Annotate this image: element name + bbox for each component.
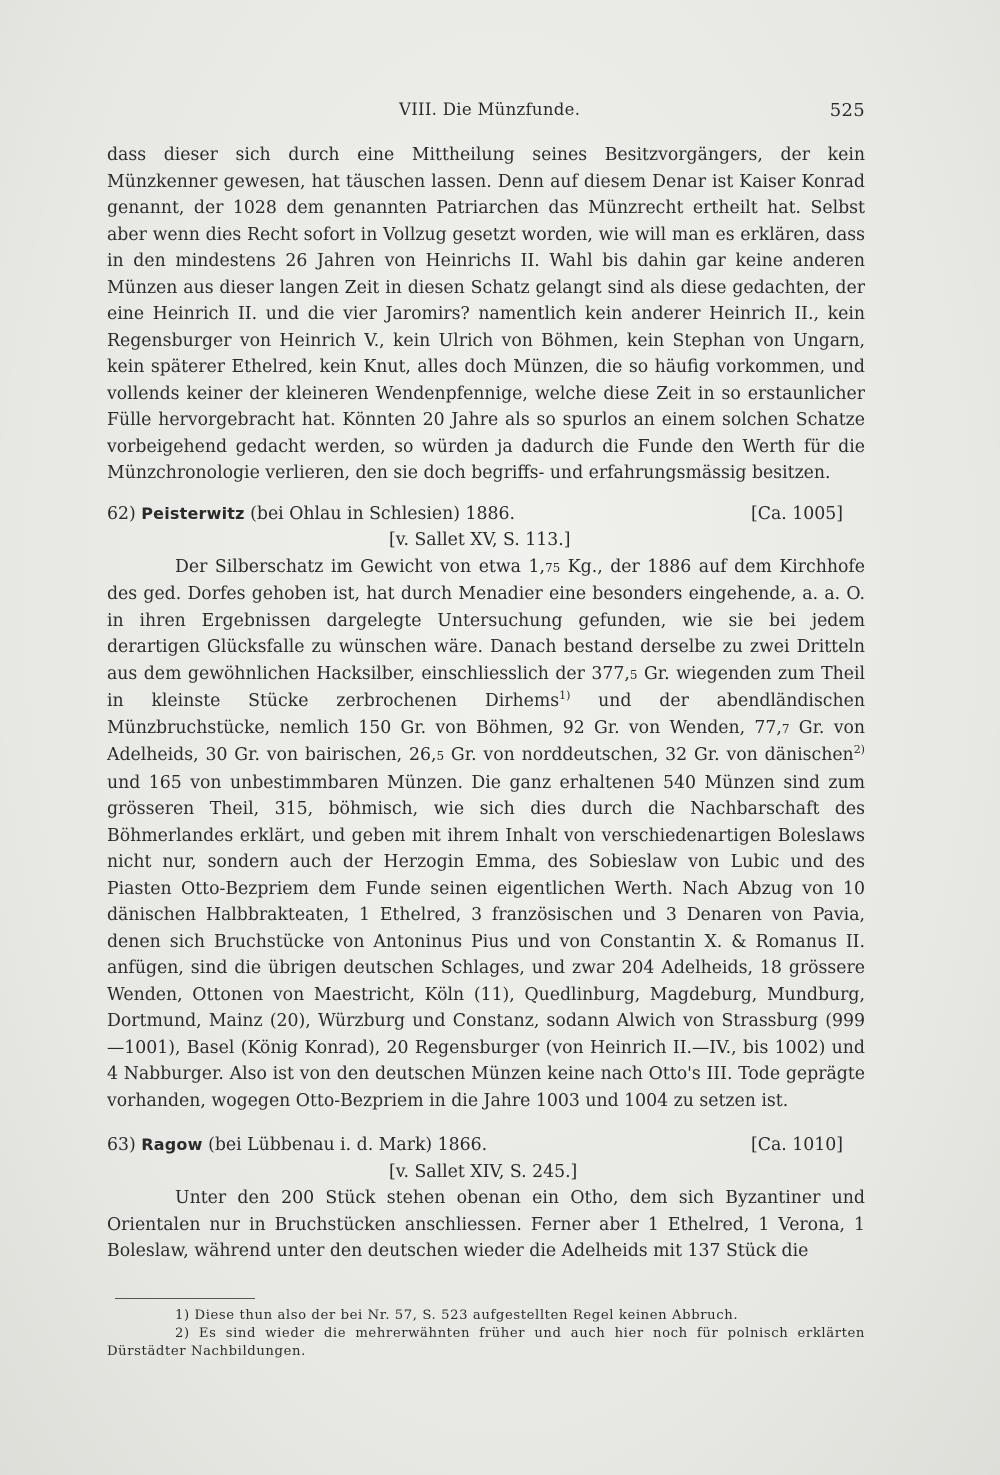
entry-62-heading [107, 501, 865, 528]
entry-location: (bei Ohlau in Schlesien) 1886. [250, 503, 515, 524]
text-segment: Gr. von Adelheids, 30 Gr. von bairischen, 26, [107, 717, 865, 765]
decimal-segment: 75 [544, 560, 561, 575]
footnotes [107, 1298, 865, 1361]
entry-location: (bei Lübbenau i. d. Mark) 1866. [208, 1135, 488, 1155]
decimal-segment: 5 [629, 667, 638, 682]
page-number: 525 [829, 100, 865, 121]
chapter-title: VIII. Die Münzfunde. [399, 100, 581, 119]
footnote-1: 1) Diese thun also der bei Nr. 57, S. 523 aufgestellten Regel keinen Abbruch. [175, 1308, 739, 1323]
text-segment: Kg., der 1886 auf dem Kirchhofe des ged. Dorfes gehoben ist, hat durch Menadier eine besonders eingehende, a. a. O. in ihren Ergebnissen dargelegte Untersuchung gefunden, wie sie bei jedem derartigen Glücksfalle zu wünschen wäre. Danach bestand derselbe zu zwei Dritteln aus dem gewöhnlichen Hacksilber, einschliesslich der 377, [107, 556, 865, 684]
text-segment: Der Silberschatz im Gewicht von etwa 1, [175, 556, 545, 577]
paragraph-continuation: dass dieser sich durch eine Mittheilung seines Besitzvorgängers, der kein Münzkenner gewesen, hat täuschen lassen. Denn auf diesem Denar ist Kaiser Konrad genannt, der 1028 dem genannten Patriarchen das Münzrecht ertheilt hat. Selbst aber wenn dies Recht sofort in Vollzug gesetzt worden, wie will man es erklären, dass in den mindestens 26 Jahren von Heinrichs II. Wahl bis dahin gar keine anderen Münzen aus dieser langen Zeit in diesen Schatz gelangt sind als diese gedachten, der eine Heinrich II. und die vier Jaromirs? namentlich kein anderer Heinrich II., kein Regensburger von Heinrich V., kein Ulrich von Böhmen, kein Stephan von Ungarn, kein späterer Ethelred, kein Knut, alles doch Münzen, die so häufig vorkommen, und vollends keiner der kleineren Wendenpfennige, welche diese Zeit in so erstaunlicher Fülle hervorgebracht hat. Könnten 20 Jahre als so spurlos an einem solchen Schatze vorbeigehend gedacht werden, so würden ja dadurch die Funde den Werth für die Münzchronologie verlieren, den sie doch begriffs- und erfahrungsmässig besitzen. [107, 145, 865, 483]
text-segment: und der abendländischen Münzbruchstücke, nemlich 150 Gr. von Böhmen, 92 Gr. von Wenden, 77, [107, 691, 865, 738]
entry-63-text: Unter den 200 Stück stehen obenan ein Otho, dem sich Byzantiner und Orientalen nur in Bruchstücken anschliessen. Ferner aber 1 Ethelred, 1 Verona, 1 Boleslaw, während unter den deutschen wieder die Adelheids mit 137 Stück die [107, 1188, 865, 1261]
decimal-segment: 5 [436, 749, 445, 763]
entry-date: [Ca. 1010] [751, 1135, 843, 1155]
entry-63-reference: [v. Sallet XIV, S. 245.] [389, 1161, 578, 1182]
text-segment: und 165 von unbestimmbaren Münzen. Die ganz erhaltenen 540 Münzen sind zum grösseren Theil, 315, böhmisch, wie sich dies durch die Nachbarschaft des Böhmerlandes erklärt, und geben mit ihrem Inhalt von verschiedenartigen Boleslaws nicht nur, sondern auch der Herzogin Emma, des Sobieslaw von Lubic und des Piasten Otto-Bezpriem dem Funde seinen eigentlichen Werth. Nach Abzug von 10 dänischen Halbbrakteaten, 1 Ethelred, 3 französischen und 3 Denaren von Pavia, denen sich Bruchstücke von Antoninus Pius und von Constantin X. & Romanus II. anfügen, sind die übrigen deutschen Schlages, und zwar 204 Adelheids, 18 grössere Wenden, Ottonen von Maestricht, Köln (11), Quedlinburg, Magdeburg, Mundburg, Dortmund, Mainz (20), Würzburg und Constanz, sodann Alwich von Strassburg (999—1001), Basel (König Konrad), 20 Regensburger (von Heinrich II.—IV., bis 1002) und 4 Nabburger. Also ist von den deutschen Münzen keine nach Otto's III. Tode geprägte vorhanden, wogegen Otto-Bezpriem in die Jahre 1003 und 1004 zu setzen ist. [107, 772, 865, 1111]
entry-63-heading [107, 1132, 865, 1159]
entry-number: 63) [107, 1135, 136, 1155]
main-text [107, 142, 865, 1265]
footnote-2: 2) Es sind wieder die mehrerwähnten früher und auch hier noch für polnisch erklärten Dürstädter Nachbildungen. [107, 1326, 865, 1359]
text-segment: Gr. von norddeutschen, 32 Gr. von dänischen [444, 745, 854, 765]
footnote-divider [115, 1298, 255, 1299]
running-header [107, 100, 865, 126]
text-segment: Gr. wiegenden zum Theil in kleinste Stücke zerbrochenen Dirhems [107, 663, 866, 711]
entry-place: Peisterwitz [141, 503, 245, 523]
footnote-ref-2[interactable]: 2) [853, 743, 865, 757]
entry-62-reference: [v. Sallet XV, S. 113.] [389, 530, 571, 550]
decimal-segment: 7 [781, 721, 790, 736]
entry-date: [Ca. 1005] [751, 503, 843, 524]
footnote-ref-1[interactable]: 1) [559, 689, 571, 703]
entry-place: Ragow [141, 1135, 203, 1154]
entry-number: 62) [107, 503, 136, 524]
entry-62-text [107, 554, 865, 1115]
